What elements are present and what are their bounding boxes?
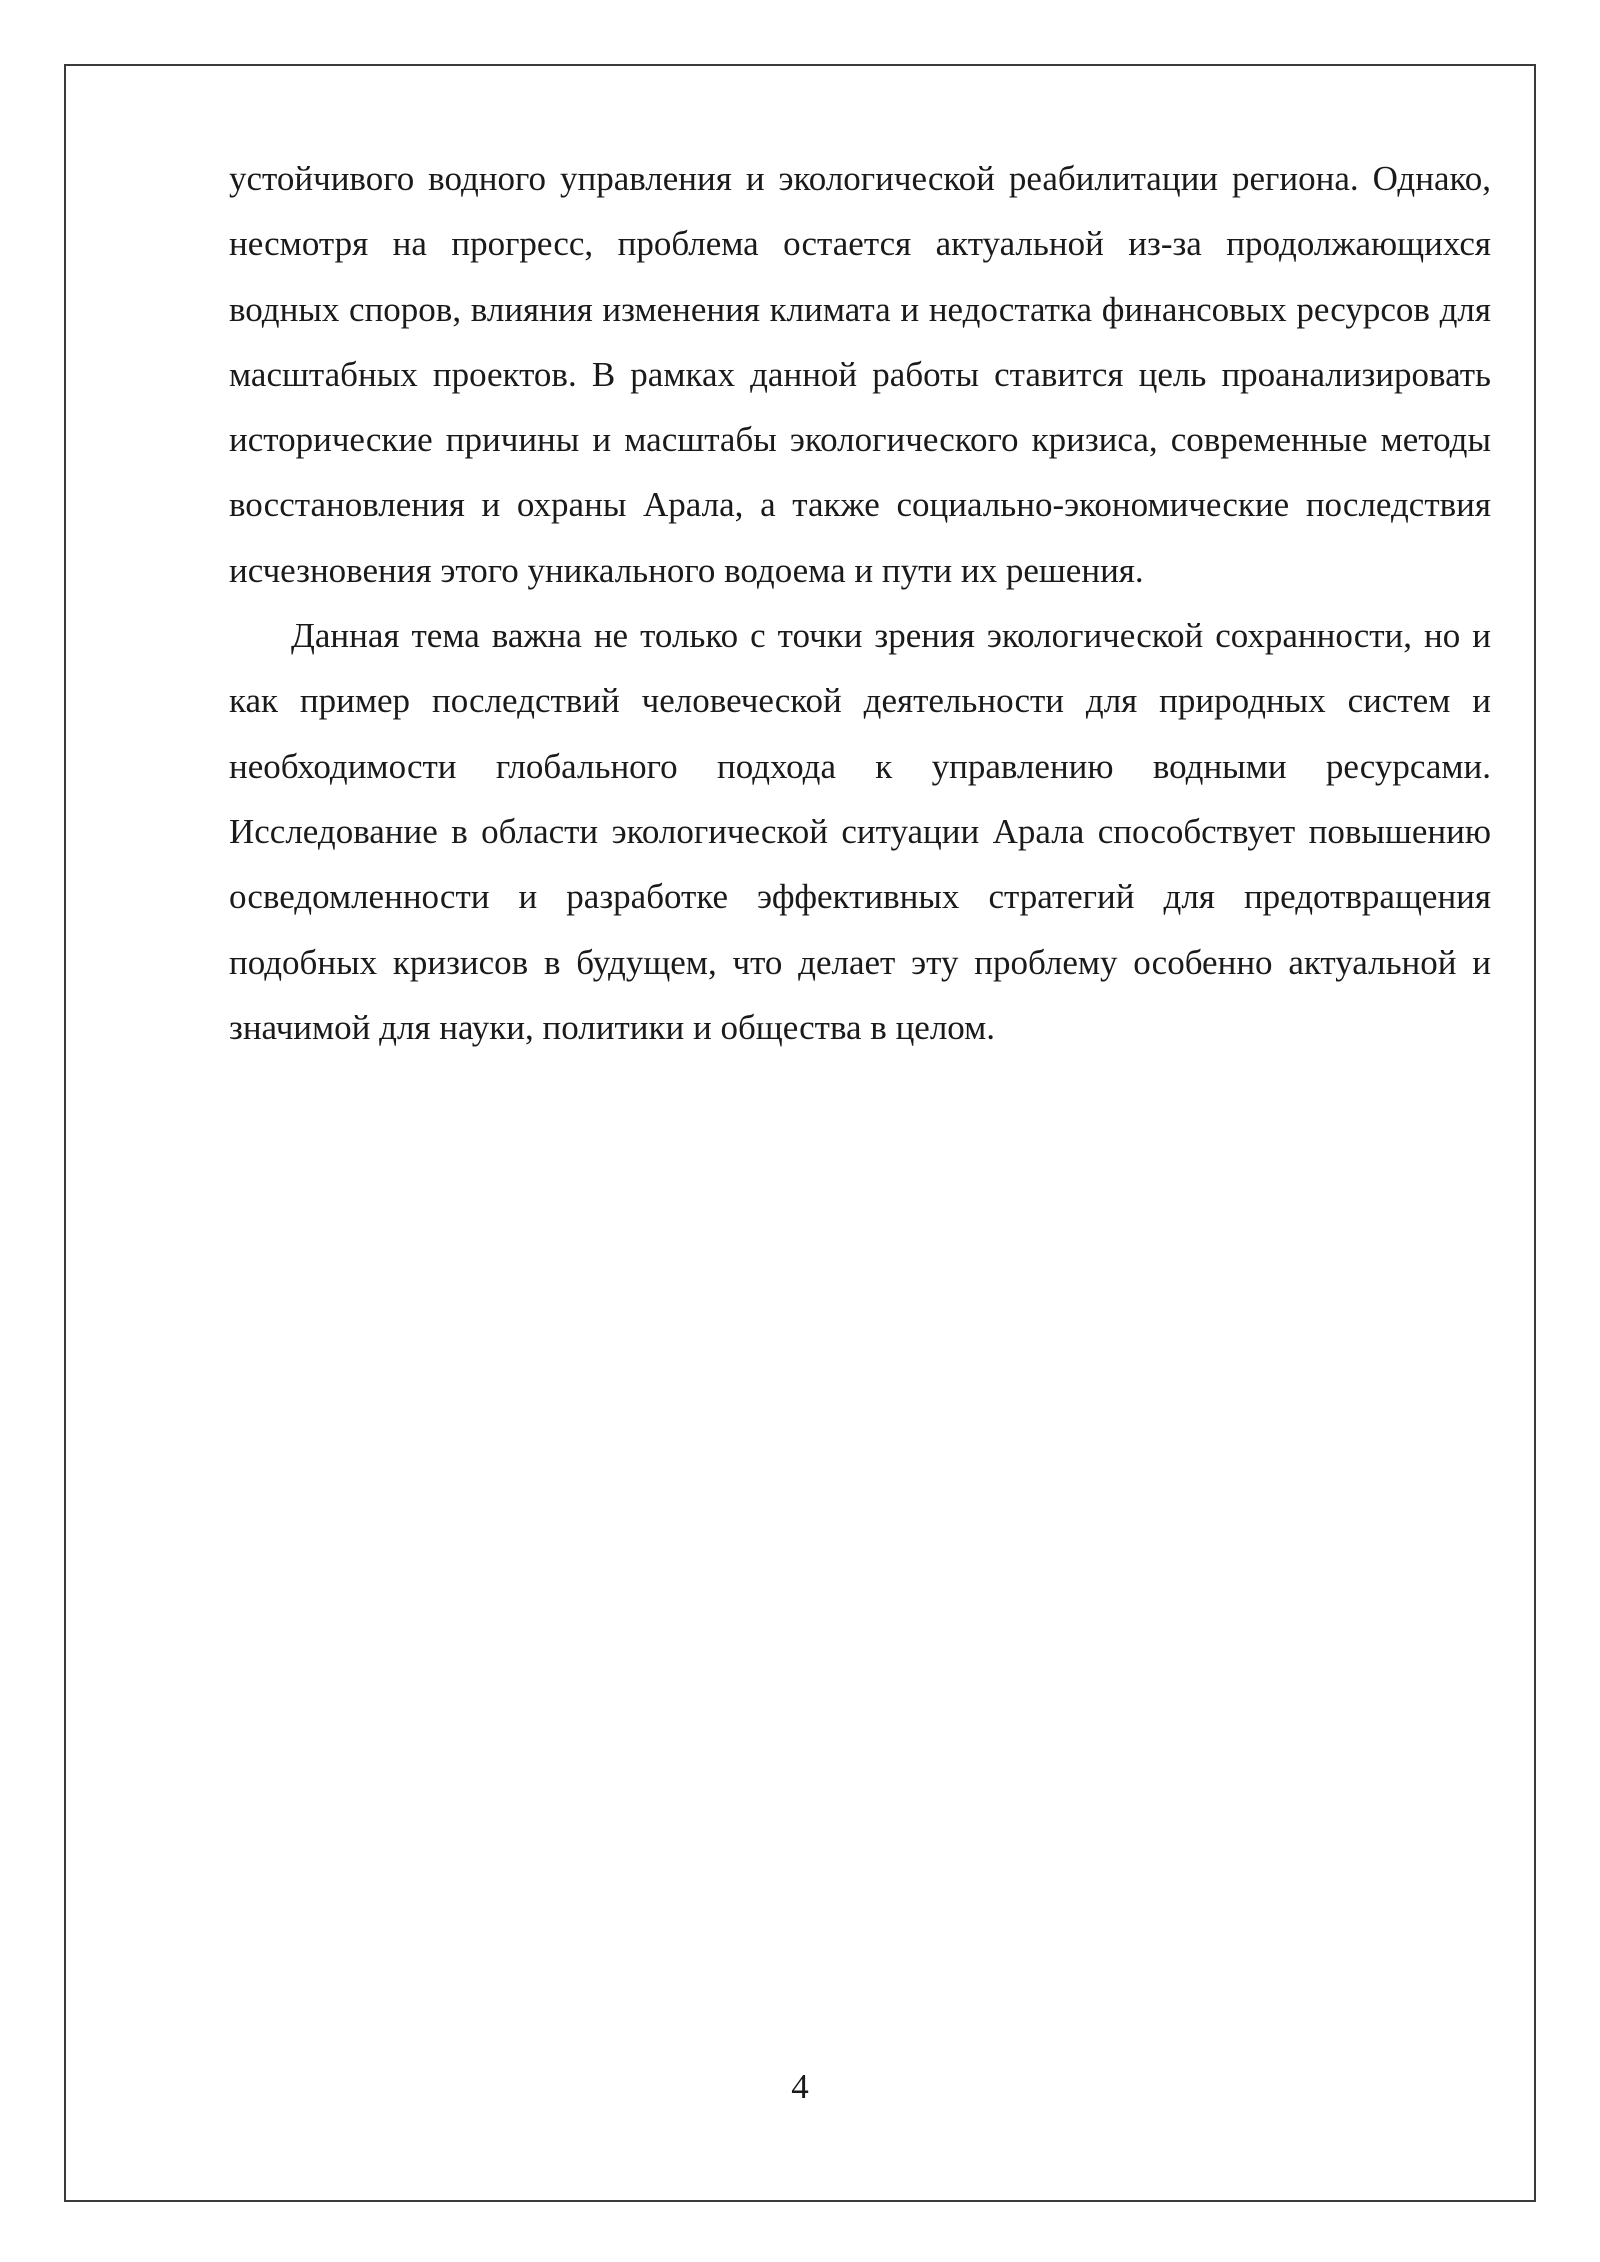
paragraph-topic-importance: Данная тема важна не только с точки зрения экологической сохранности, но и как пример последствий человеческой деятельности для природных систем и необходимости глобального подхода к управлению водными ресурсами. Исследование в области экологической ситуации Арала способствует повышению осведомленности и разработке эффективных стратегий для предотвращения подобных кризисов в будущем, что делает эту проблему особенно актуальной и значимой для науки, политики и общества в целом. [229, 616, 1491, 1047]
page-number: 4 [791, 2067, 809, 2106]
paragraph-continuation: устойчивого водного управления и экологической реабилитации региона. Однако, несмотря на прогресс, проблема остается актуальной из-за продолжающихся водных споров, влияния изменения климата и недостатка финансовых ресурсов для масштабных проектов. В рамках данной работы ставится цель проанализировать исторические причины и масштабы экологического кризиса, современные методы восстановления и охраны Арала, а также социально-экономические последствия исчезновения этого уникального водоема и пути их решения. [229, 159, 1491, 590]
document-body [229, 146, 1491, 1060]
